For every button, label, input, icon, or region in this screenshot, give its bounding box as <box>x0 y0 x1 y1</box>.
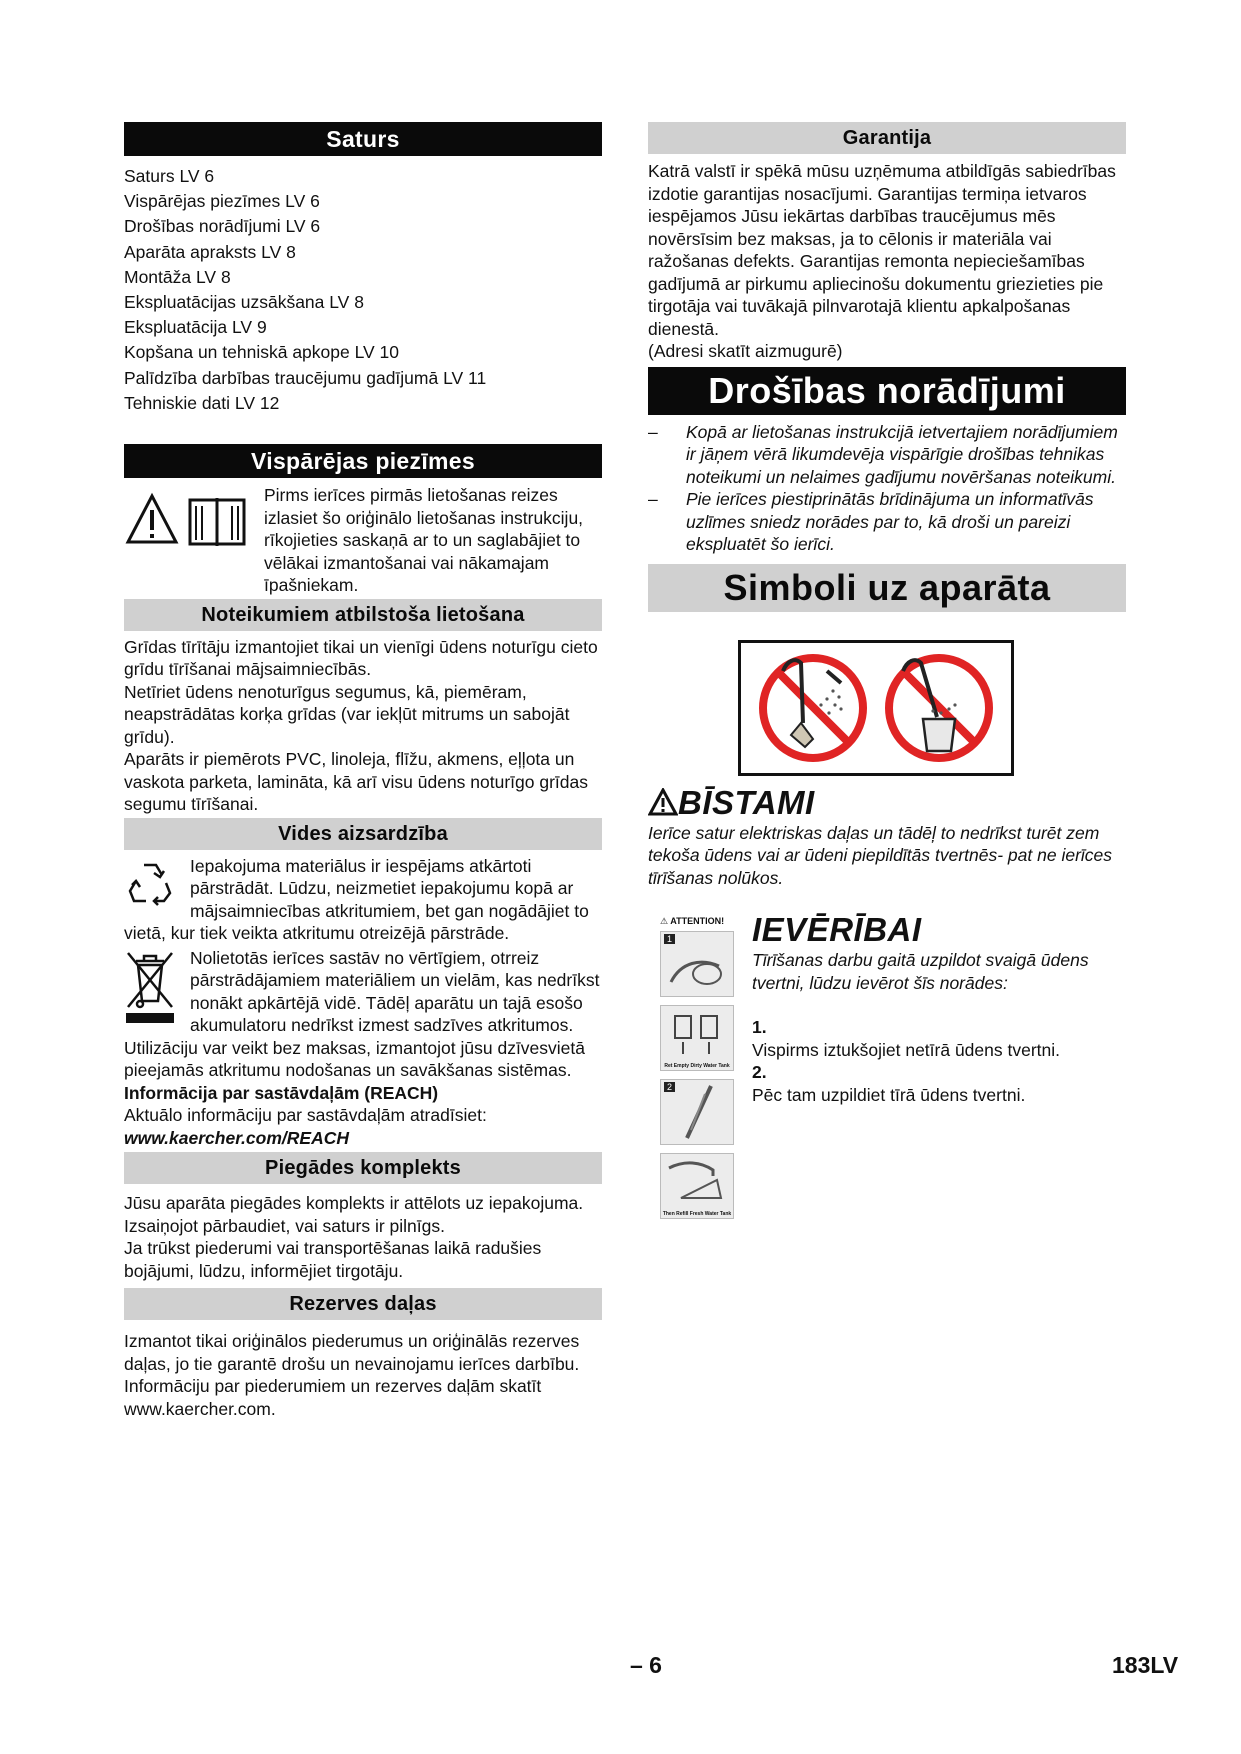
reach-text: Aktuālo informāciju par sastāvdaļām atradīsiet: <box>124 1105 487 1126</box>
safety-list <box>648 421 1126 556</box>
safety-item-text: Pie ierīces piestiprinātās brīdinājuma un informatīvās uzlīmes sniedz norādes par to, kā droši un pareizi ekspluatēt šo ierīci. <box>686 489 1094 554</box>
recycle-icon <box>124 857 176 909</box>
notice-title: IEVĒRĪBAI <box>752 911 922 948</box>
step2-image <box>660 1079 734 1145</box>
toc-item[interactable]: Ekspluatācijas uzsākšana LV 8 <box>124 292 364 313</box>
warranty-heading: Garantija <box>648 122 1126 154</box>
document-code: 183LV <box>1112 1652 1179 1678</box>
warranty-p1: Katrā valstī ir spēkā mūsu uzņēmuma atbildīgās sabiedrības izdotie garantijas nosacījumi. Garantijas termiņa ietvaros iespējamos Jūsu iekārtas darbības traucējumus mēs novērsīsim bez maksas, ja to cēlonis ir materiāla vai ražošanas defekts. Garantijas remonta nepieciešamības gadījumā ar pirkumu apliecinošu dokumentu griezieties pie tirgotāja vai tuvākajā pilnvarotajā klientu apkalpošanas dienestā. <box>648 161 1116 339</box>
toc-item[interactable]: Vispārējas piezīmes LV 6 <box>124 191 320 212</box>
notice-text-block <box>752 911 1126 1106</box>
spares-p2: Informāciju par piederumiem un rezerves daļām skatīt www.kaercher.com. <box>124 1376 542 1419</box>
environment-body <box>124 855 602 1150</box>
toc-item[interactable]: Kopšana un tehniskā apkope LV 10 <box>124 342 400 363</box>
scope-heading: Piegādes komplekts <box>124 1152 602 1184</box>
danger-block <box>648 784 1126 890</box>
weee-paragraph <box>124 947 602 1082</box>
toc-item[interactable]: Palīdzība darbības traucējumu gadījumā LV 11 <box>124 367 487 388</box>
toc-item[interactable]: Tehniskie dati LV 12 <box>124 392 280 413</box>
scope-p1: Jūsu aparāta piegādes komplekts ir attēlots uz iepakojuma. Izsaiņojot pārbaudiet, vai saturs ir pilnīgs. <box>124 1193 584 1236</box>
danger-text: Ierīce satur elektriskas daļas un tādēļ to nedrīkst turēt zem tekoša ūdens vai ar ūdeni piepildītās tvertnēs- pat ne ierīces tīrīšanas nolūkos. <box>648 822 1113 888</box>
device-symbols-panel <box>738 640 1014 776</box>
toc-item[interactable]: Drošības norādījumi LV 6 <box>124 216 321 237</box>
safety-item <box>648 488 1126 556</box>
safety-item <box>648 421 1126 489</box>
intended-use-body <box>124 636 602 816</box>
reach-title: Informācija par sastāvdaļām (REACH) <box>124 1082 439 1103</box>
spares-heading: Rezerves daļas <box>124 1288 602 1320</box>
list-dash: – <box>648 489 658 509</box>
symbols-heading: Simboli uz aparāta <box>648 564 1126 612</box>
weee-text: Nolietotās ierīces sastāv no vērtīgiem, otrreiz pārstrādājamiem materiāliem un vielām, kas nedrīkst nonākt apkārtējā vidē. Tādēļ aparātu un tajā esošo akumulatoru nedrīkst izmest sadzīves atkritumos. Utilizāciju var veikt bez maksas, izmantojot jūsu dzīvesvietā pieejamās atkritumu nodošanas un savākšanas sistēmas. <box>124 947 600 1081</box>
toc-heading: Saturs <box>124 122 602 156</box>
scope-body <box>124 1192 602 1282</box>
toc-item[interactable]: Aparāta apraksts LV 8 <box>124 241 296 262</box>
step1-image <box>660 931 734 997</box>
notice-block <box>648 911 1126 1251</box>
toc-item[interactable]: Ekspluatācija LV 9 <box>124 317 267 338</box>
notice-sticker <box>660 911 734 1219</box>
page-number: – 6 <box>630 1652 662 1678</box>
safety-item-text: Kopā ar lietošanas instrukcijā ietvertajiem norādījumiem ir jāņem vērā likumdevēja vispārīgie drošības tehnikas noteikumi un nelaimes gadījumu novēršanas noteikumi. <box>686 421 1118 487</box>
general-heading: Vispārējas piezīmes <box>124 444 602 478</box>
safety-heading: Drošības norādījumi <box>648 367 1126 415</box>
reach-link[interactable]: www.kaercher.com/REACH <box>124 1127 349 1148</box>
general-text: Pirms ierīces pirmās lietošanas reizes izlasiet šo oriģinālo lietošanas instrukciju, rīkojieties saskaņā ar to un saglabājiet to vēlākai izmantošanai vai nākamajam īpašniekam. <box>264 485 584 596</box>
step1-badge: 1 <box>664 934 675 944</box>
intended-use-p1: Grīdas tīrītāju izmantojiet tikai un vienīgi ūdens noturīgu cieto grīdu tīrīšanai mājsaimniecībās. <box>124 636 598 680</box>
spares-body <box>124 1330 602 1420</box>
environment-heading: Vides aizsardzība <box>124 818 602 850</box>
toc-item[interactable]: Saturs LV 6 <box>124 166 215 186</box>
intended-use-p2: Netīriet ūdens nenoturīgus segumus, kā, piemēram, neapstrādātas korķa grīdas (var iekļūt mitrums un sabojāt grīdu). <box>124 681 570 747</box>
notice-step2-number: 2. <box>752 1062 767 1082</box>
notice-step1-text: Vispirms iztukšojiet netīrā ūdens tvertni. <box>752 1039 1061 1060</box>
warning-manual-icon <box>124 484 264 564</box>
right-column <box>648 122 1126 1251</box>
empty-tank-image <box>660 1005 734 1071</box>
notice-intro: Tīrīšanas darbu gaitā uzpildot svaigā ūdens tvertni, lūdzu ievērot šīs norādes: <box>752 950 1089 993</box>
notice-step2-text: Pēc tam uzpildiet tīrā ūdens tvertni. <box>752 1084 1026 1105</box>
warranty-body <box>648 160 1126 363</box>
spares-p1: Izmantot tikai oriģinālos piederumus un oriģinālās rezerves daļas, jo tie garantē drošu un nevainojamu ierīces darbību. <box>124 1331 580 1374</box>
intended-use-heading: Noteikumiem atbilstoša lietošana <box>124 599 602 631</box>
table-of-contents <box>124 164 602 416</box>
intended-use-p3: Aparāts ir piemērots PVC, linoleja, flīžu, akmens, eļļota un vaskota parketa, lamināta, kā arī visu ūdens noturīgo grīdas segumu tīrīšanai. <box>124 749 589 815</box>
warranty-p2: (Adresi skatīt aizmugurē) <box>648 341 843 361</box>
left-column <box>124 122 602 1420</box>
danger-title: BĪSTAMI <box>678 783 815 821</box>
list-dash: – <box>648 421 658 442</box>
notice-step1-number: 1. <box>752 1017 767 1037</box>
scope-p2: Ja trūkst piederumi vai transportēšanas laikā radušies bojājumi, lūdzu, informējiet tirgotāju. <box>124 1238 542 1281</box>
general-notes <box>124 484 602 597</box>
empty-tank-caption: Ret Empty Dirty Water Tank <box>664 1063 730 1069</box>
danger-triangle-icon <box>648 788 678 816</box>
refill-tank-caption: Then Refill Fresh Water Tank <box>662 1211 732 1217</box>
recycling-text: Iepakojuma materiālus ir iespējams atkārtoti pārstrādāt. Lūdzu, neizmetiet iepakojumu kopā ar mājsaimniecības atkritumiem, bet gan nogādājiet to vietā, kur tiek veikta atkritumu otreizējā pārstrāde. <box>124 855 589 944</box>
recycling-paragraph <box>124 855 602 945</box>
refill-tank-image <box>660 1153 734 1219</box>
attention-badge: ⚠ ATTENTION! <box>660 916 725 926</box>
step2-badge: 2 <box>664 1082 675 1092</box>
toc-item[interactable]: Montāža LV 8 <box>124 266 231 287</box>
danger-title-row <box>648 784 1126 822</box>
no-water-symbols-icon <box>741 643 1011 773</box>
crossed-bin-icon <box>124 949 176 1025</box>
